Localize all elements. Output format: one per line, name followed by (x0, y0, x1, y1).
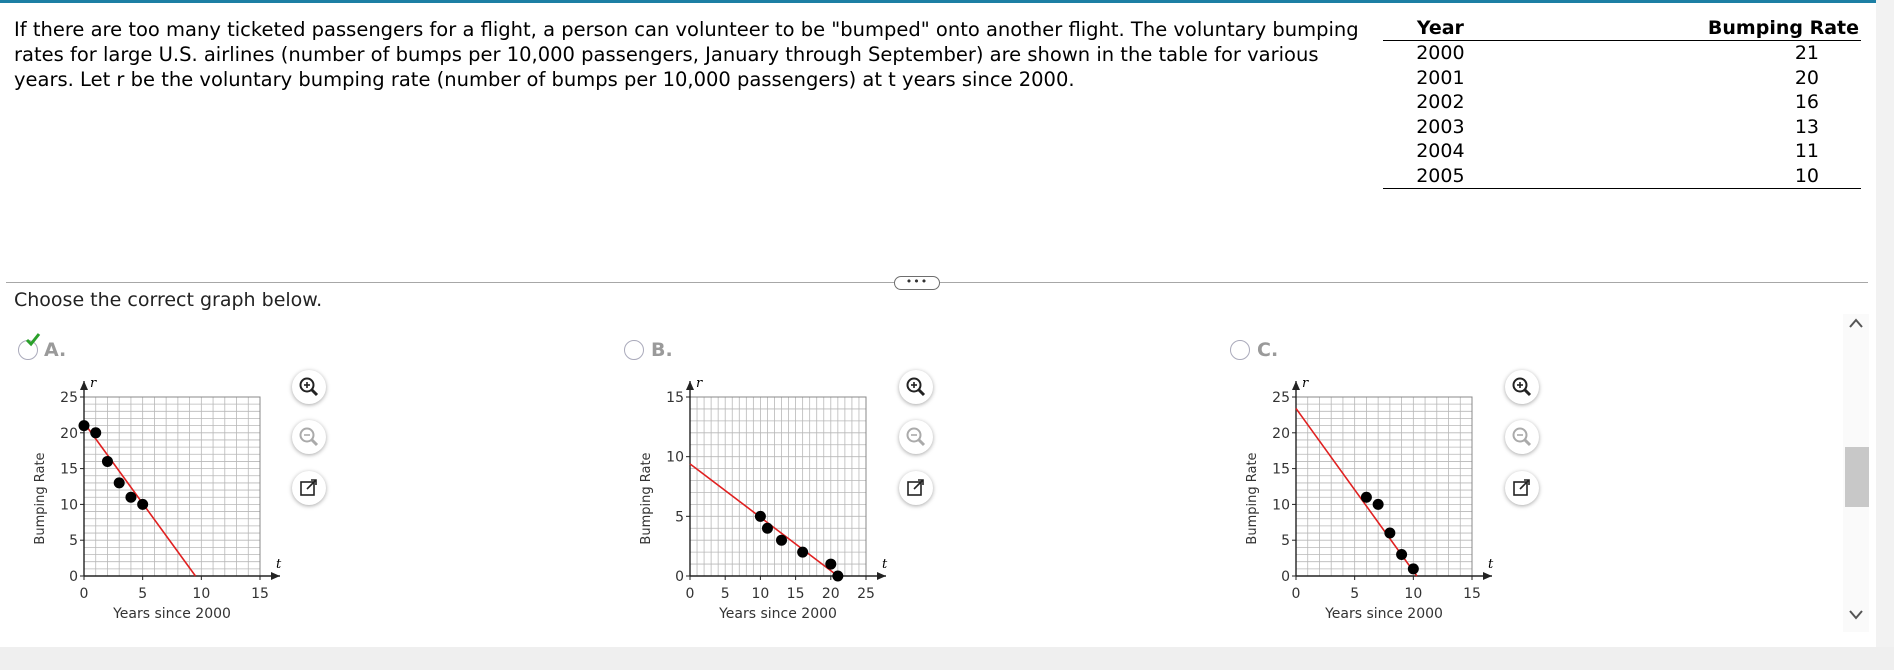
table-cell-rate: 16 (1794, 91, 1819, 114)
x-tick-label: 10 (751, 586, 770, 602)
data-point (125, 492, 136, 503)
zoom-in-icon (1512, 377, 1532, 397)
bumping-rate-table (1383, 16, 1861, 189)
data-point (1373, 499, 1384, 510)
y-axis-label: Bumping Rate (33, 452, 48, 545)
y-tick-label: 5 (69, 533, 78, 550)
option-b-graph (634, 370, 904, 632)
y-tick-label: 15 (1272, 461, 1290, 478)
y-axis-arrow (80, 381, 88, 390)
y-variable-label: r (696, 376, 703, 391)
zoom-out-icon (299, 427, 319, 447)
table-cell-rate: 10 (1498, 164, 1861, 189)
data-point (1396, 549, 1407, 560)
x-tick-label: 0 (685, 586, 695, 602)
right-edge-panel (1876, 0, 1894, 647)
x-tick-label: 15 (786, 586, 805, 602)
plot-frame (84, 397, 260, 576)
table-cell-year: 2004 (1416, 140, 1465, 163)
option-c-popout-button[interactable] (1505, 471, 1539, 505)
data-point (1384, 528, 1395, 539)
x-variable-label: t (882, 557, 888, 572)
option-a-popout-button[interactable] (292, 471, 326, 505)
y-axis-arrow (1292, 381, 1300, 390)
scrollbar-thumb[interactable] (1845, 447, 1869, 507)
data-point (762, 523, 773, 534)
y-tick-label: 20 (60, 425, 78, 442)
x-tick-label: 25 (857, 586, 875, 602)
data-point (776, 535, 787, 546)
x-tick-label: 15 (251, 586, 269, 602)
x-tick-label: 15 (1463, 586, 1481, 602)
popout-icon (1512, 478, 1532, 498)
option-a-label[interactable]: A. (44, 339, 67, 361)
x-axis-arrow (877, 572, 886, 580)
question-text (14, 17, 1359, 92)
y-tick-label: 0 (69, 569, 78, 585)
x-axis-arrow (271, 572, 280, 580)
table-row (1383, 66, 1861, 91)
option-b-zoom-in-button[interactable] (899, 370, 933, 404)
x-tick-label: 5 (138, 586, 148, 602)
y-variable-label: r (90, 376, 97, 391)
x-variable-label: t (1488, 557, 1494, 572)
data-point (832, 571, 843, 582)
zoom-out-icon (1512, 427, 1532, 447)
zoom-out-icon (906, 427, 926, 447)
x-axis-arrow (1483, 572, 1492, 580)
table-header-year: Year (1383, 16, 1498, 41)
y-tick-label: 0 (1281, 569, 1290, 585)
table-header-rate: Bumping Rate (1498, 16, 1861, 41)
table-row (1383, 41, 1861, 66)
option-a-zoom-out-button[interactable] (292, 420, 326, 454)
x-axis-label: Years since 2000 (113, 606, 231, 622)
table-cell-year: 2000 (1416, 42, 1465, 65)
table-cell-year: 2001 (1416, 66, 1465, 89)
x-tick-label: 20 (821, 586, 840, 602)
zoom-in-icon (906, 377, 926, 397)
x-tick-label: 0 (79, 586, 89, 602)
table-row (1383, 164, 1861, 189)
data-point (137, 499, 148, 510)
x-tick-label: 5 (1350, 586, 1360, 602)
option-b-radio[interactable] (624, 340, 644, 360)
x-tick-label: 10 (1404, 586, 1423, 602)
table-cell-year: 2002 (1416, 91, 1465, 114)
y-tick-label: 15 (60, 461, 78, 478)
table-cell-rate: 13 (1794, 115, 1819, 138)
option-b-zoom-out-button[interactable] (899, 420, 933, 454)
x-tick-label: 5 (720, 586, 730, 602)
popout-icon (299, 478, 319, 498)
option-c-graph (1240, 370, 1510, 632)
option-c-radio[interactable] (1230, 340, 1250, 360)
bottom-bar (0, 647, 1894, 670)
chevron-down-icon[interactable] (1849, 610, 1863, 620)
table-row (1383, 115, 1861, 140)
check-icon (26, 333, 40, 347)
y-axis-label: Bumping Rate (1245, 452, 1260, 545)
option-a-zoom-in-button[interactable] (292, 370, 326, 404)
table-row (1383, 90, 1861, 115)
x-tick-label: 10 (192, 586, 211, 602)
table-cell-year: 2003 (1416, 115, 1465, 138)
plot-frame (690, 397, 866, 576)
data-point (79, 420, 90, 431)
chevron-up-icon[interactable] (1849, 318, 1863, 328)
y-tick-label: 10 (666, 449, 684, 466)
y-axis-label: Bumping Rate (639, 452, 654, 545)
divider-handle[interactable]: ••• (894, 276, 940, 290)
table-row (1383, 139, 1861, 164)
option-c-zoom-in-button[interactable] (1505, 370, 1539, 404)
top-accent-line (0, 0, 1894, 3)
option-b-label[interactable]: B. (651, 339, 673, 361)
y-tick-label: 10 (60, 497, 78, 514)
data-point (825, 559, 836, 570)
table-cell-rate: 11 (1794, 140, 1819, 163)
table-cell-rate: 20 (1794, 66, 1819, 89)
data-point (797, 547, 808, 558)
y-variable-label: r (1302, 376, 1309, 391)
y-tick-label: 25 (1272, 390, 1290, 406)
table-cell-year: 2005 (1383, 164, 1498, 189)
table-cell-rate: 21 (1794, 42, 1819, 65)
option-b-popout-button[interactable] (899, 471, 933, 505)
zoom-in-icon (299, 377, 319, 397)
data-point (1408, 563, 1419, 574)
option-c-zoom-out-button[interactable] (1505, 420, 1539, 454)
data-point (755, 511, 766, 522)
y-tick-label: 5 (1281, 533, 1290, 550)
y-tick-label: 10 (1272, 497, 1290, 514)
prompt-text: Choose the correct graph below. (14, 289, 323, 311)
data-point (90, 427, 101, 438)
plot-frame (1296, 397, 1472, 576)
x-variable-label: t (276, 557, 282, 572)
y-tick-label: 20 (1272, 425, 1290, 442)
y-tick-label: 15 (666, 390, 684, 406)
y-axis-arrow (686, 381, 694, 390)
fit-line (84, 423, 195, 576)
prompt-text-cutoff (14, 289, 323, 321)
y-tick-label: 5 (675, 509, 684, 526)
y-tick-label: 25 (60, 390, 78, 406)
data-point (102, 456, 113, 467)
x-tick-label: 0 (1291, 586, 1301, 602)
data-point (114, 477, 125, 488)
x-axis-label: Years since 2000 (719, 606, 837, 622)
data-point (1361, 492, 1372, 503)
x-axis-label: Years since 2000 (1325, 606, 1443, 622)
option-a-graph (28, 370, 298, 632)
question-body: If there are too many ticketed passengers for a flight, a person can volunteer to be "bumped" onto another flight. The voluntary bumping rates for large U.S. airlines (number of bumps per 10,000 passengers, January through September) are shown in the table for various years. Let r be the voluntary bumping rate (number of bumps per 10,000 passengers) at t years since 2000. (14, 18, 1359, 91)
popout-icon (906, 478, 926, 498)
y-tick-label: 0 (675, 569, 684, 585)
option-c-label[interactable]: C. (1257, 339, 1279, 361)
